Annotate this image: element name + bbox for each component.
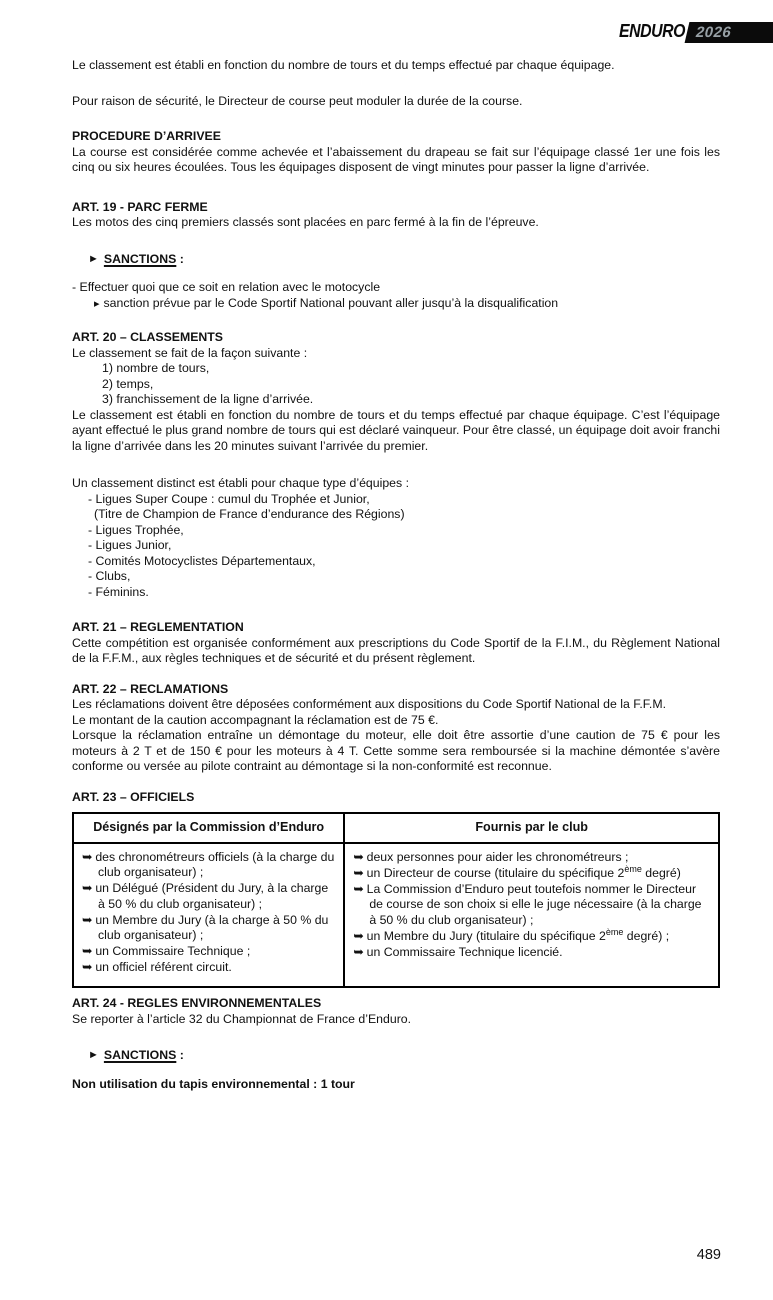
arrow-bullet-icon: ➥: [82, 912, 93, 927]
triangle-right-icon: ►: [88, 1049, 99, 1061]
art20-intro: Le classement se fait de la façon suivante :: [72, 345, 308, 360]
art22-line-2: Le montant de la caution accompagnant la réclamation est de 75 €.: [72, 712, 439, 727]
small-triangle-right-icon: ▸: [94, 297, 100, 310]
triangle-right-icon: ►: [88, 252, 99, 265]
arrow-bullet-icon: ➥: [353, 928, 364, 943]
section-art-21: [72, 620, 720, 667]
right-item-text: La Commission d’Enduro peut toutefois nommer le Directeur de course de son choix si elle le juge nécessaire (à la charge à 50 % du club organisateur) ;: [366, 881, 702, 927]
table-row: [82, 881, 335, 912]
table-row: [353, 945, 710, 961]
section-art-19: [72, 200, 720, 313]
art20-distinct-item: - Féminins.: [88, 584, 149, 599]
right-item-text: un Commissaire Technique licencié.: [366, 944, 563, 959]
arrow-bullet-icon: ➥: [82, 881, 93, 895]
art19-sanction-sub-text: sanction prévue par le Code Sportif National pouvant aller jusqu’à la disqualification: [103, 295, 559, 310]
table-row: [353, 863, 710, 882]
arrow-bullet-icon: ➥: [353, 865, 364, 880]
art19-body: Les motos des cinq premiers classés sont placées en parc fermé à la fin de l’épreuve.: [72, 215, 539, 229]
table-row: [82, 944, 335, 960]
arrow-bullet-icon: ➥: [353, 881, 364, 896]
table-row: [82, 850, 335, 881]
art19-title: ART. 19 - PARC FERME: [72, 199, 208, 214]
section-art-23: [72, 790, 720, 989]
left-item-text: un Membre du Jury (à la charge à 50 % du club organisateur) ;: [95, 912, 329, 942]
art24-sanctions-label: SANCTIONS: [103, 1048, 177, 1062]
arrow-bullet-icon: ➥: [353, 849, 364, 864]
art24-penalty: Non utilisation du tapis environnemental : 1 tour: [72, 1076, 355, 1091]
right-item-text: degré): [641, 865, 681, 880]
logo-year-text: 2026: [694, 23, 734, 41]
left-item-text: un officiel référent circuit.: [95, 960, 232, 974]
art20-distinct-item: - Ligues Trophée,: [88, 522, 184, 537]
art19-sanctions-colon: :: [176, 251, 184, 266]
art20-body: Le classement est établi en fonction du nombre de tours et du temps effectué par chaque équipage. C’est l’équipage ayant effectué le plus grand nombre de tours qui est déclaré vainqueur. Pour être classé, un équipage doit avoir franchi la ligne d’arrivée dans les 20 minutes suivant l’arrivée du premier.: [72, 407, 720, 453]
officials-table-cell-left: [73, 843, 344, 988]
art20-distinct-item: - Comités Motocyclistes Départementaux,: [88, 553, 316, 568]
intro-paragraph-2: Pour raison de sécurité, le Directeur de course peut moduler la durée de la course.: [72, 93, 523, 108]
art21-title: ART. 21 – REGLEMENTATION: [72, 620, 244, 634]
art20-list-item: 2) temps,: [102, 376, 154, 391]
right-item-superscript: ème: [605, 926, 624, 937]
art19-sanction-item: - Effectuer quoi que ce soit en relation avec le motocycle: [72, 280, 381, 294]
art20-distinct-item: (Titre de Champion de France d’endurance des Régions): [94, 507, 405, 521]
table-row: [82, 960, 335, 976]
art19-sanctions-label: SANCTIONS: [103, 251, 177, 266]
art24-sanctions-colon: :: [176, 1048, 184, 1062]
logo-brand-text: ENDURO: [618, 21, 685, 42]
logo-year-box: [685, 22, 773, 43]
art23-title: ART. 23 – OFFICIELS: [72, 789, 195, 804]
officials-table-header-row: [73, 813, 719, 843]
art19-sanction-sub-item: [94, 296, 720, 313]
officials-table-body-row: [73, 843, 719, 988]
procedure-title: PROCEDURE D’ARRIVEE: [72, 129, 221, 143]
officials-table-header-left: Désignés par la Commission d’Enduro: [73, 813, 344, 843]
art20-list-item: 3) franchissement de la ligne d’arrivée.: [102, 392, 314, 406]
table-row: [353, 882, 710, 929]
left-item-text: un Délégué (Président du Jury, à la charge à 50 % du club organisateur) ;: [95, 881, 329, 911]
right-item-text: un Membre du Jury (titulaire du spécifique 2: [366, 928, 606, 943]
art20-distinct-item: - Ligues Junior,: [88, 538, 172, 552]
art20-distinct-item: - Clubs,: [88, 569, 131, 583]
right-item-text: un Directeur de course (titulaire du spécifique 2: [366, 865, 625, 880]
table-row: [353, 926, 710, 945]
art22-line-1: Les réclamations doivent être déposées conformément aux dispositions du Code Sportif National de la F.F.M.: [72, 697, 666, 711]
art24-sanctions-heading: [88, 1048, 720, 1065]
table-row: [353, 850, 710, 866]
section-art-22: [72, 682, 720, 775]
intro-paragraph-1: Le classement est établi en fonction du nombre de tours et du temps effectué par chaque équipage.: [72, 58, 615, 72]
arrow-bullet-icon: ➥: [82, 944, 93, 958]
table-row: [82, 913, 335, 944]
art24-title: ART. 24 - REGLES ENVIRONNEMENTALES: [72, 996, 322, 1010]
right-item-text: deux personnes pour aider les chronométreurs ;: [366, 849, 629, 864]
art22-title: ART. 22 – RECLAMATIONS: [72, 681, 229, 696]
officials-table-cell-right: [344, 843, 719, 988]
art24-body: Se reporter à l’article 32 du Championnat de France d’Enduro.: [72, 1011, 412, 1026]
art19-sanctions-heading: [88, 252, 720, 269]
arrow-bullet-icon: ➥: [82, 960, 93, 974]
arrow-bullet-icon: ➥: [82, 849, 93, 864]
art20-distinct-intro: Un classement distinct est établi pour chaque type d’équipes :: [72, 476, 409, 490]
art21-body: Cette compétition est organisée conformément aux prescriptions du Code Sportif de la F.I.M., du Règlement National de la F.F.M., aux règles techniques et de sécurité et du présent règlement.: [72, 635, 720, 665]
section-procedure-arrivee: [72, 129, 720, 176]
page-number: 489: [696, 1247, 721, 1263]
arrow-bullet-icon: ➥: [353, 944, 364, 959]
section-art-24: [72, 996, 720, 1092]
right-item-superscript: ème: [624, 863, 642, 874]
enduro-logo: [610, 21, 773, 43]
art22-line-3: Lorsque la réclamation entraîne un démontage du moteur, elle doit être assortie d’une caution de 75 € pour les moteurs à 2 T et de 150 € pour les moteurs à 4 T. Cette somme sera remboursée si la machine démontée s’avère conforme ou versée au pilote contraint au démontage si la non-conformité est reconnue.: [72, 728, 720, 773]
officials-table-header-right: Fournis par le club: [344, 813, 719, 843]
left-item-text: un Commissaire Technique ;: [95, 944, 251, 958]
section-art-20: [72, 330, 720, 600]
left-item-text: des chronométreurs officiels (à la charge du club organisateur) ;: [95, 849, 335, 879]
art20-list-item: 1) nombre de tours,: [102, 361, 210, 375]
art20-distinct-item: - Ligues Super Coupe : cumul du Trophée et Junior,: [88, 491, 370, 506]
art20-title: ART. 20 – CLASSEMENTS: [72, 330, 224, 344]
right-item-text: degré) ;: [623, 928, 670, 943]
officials-table: [72, 812, 720, 988]
procedure-body: La course est considérée comme achevée et l’abaissement du drapeau se fait sur l’équipage classé 1er une fois les cinq ou six heures écoulées. Tous les équipages disposent de vingt minutes pour passer la ligne d’arrivée.: [72, 144, 720, 174]
